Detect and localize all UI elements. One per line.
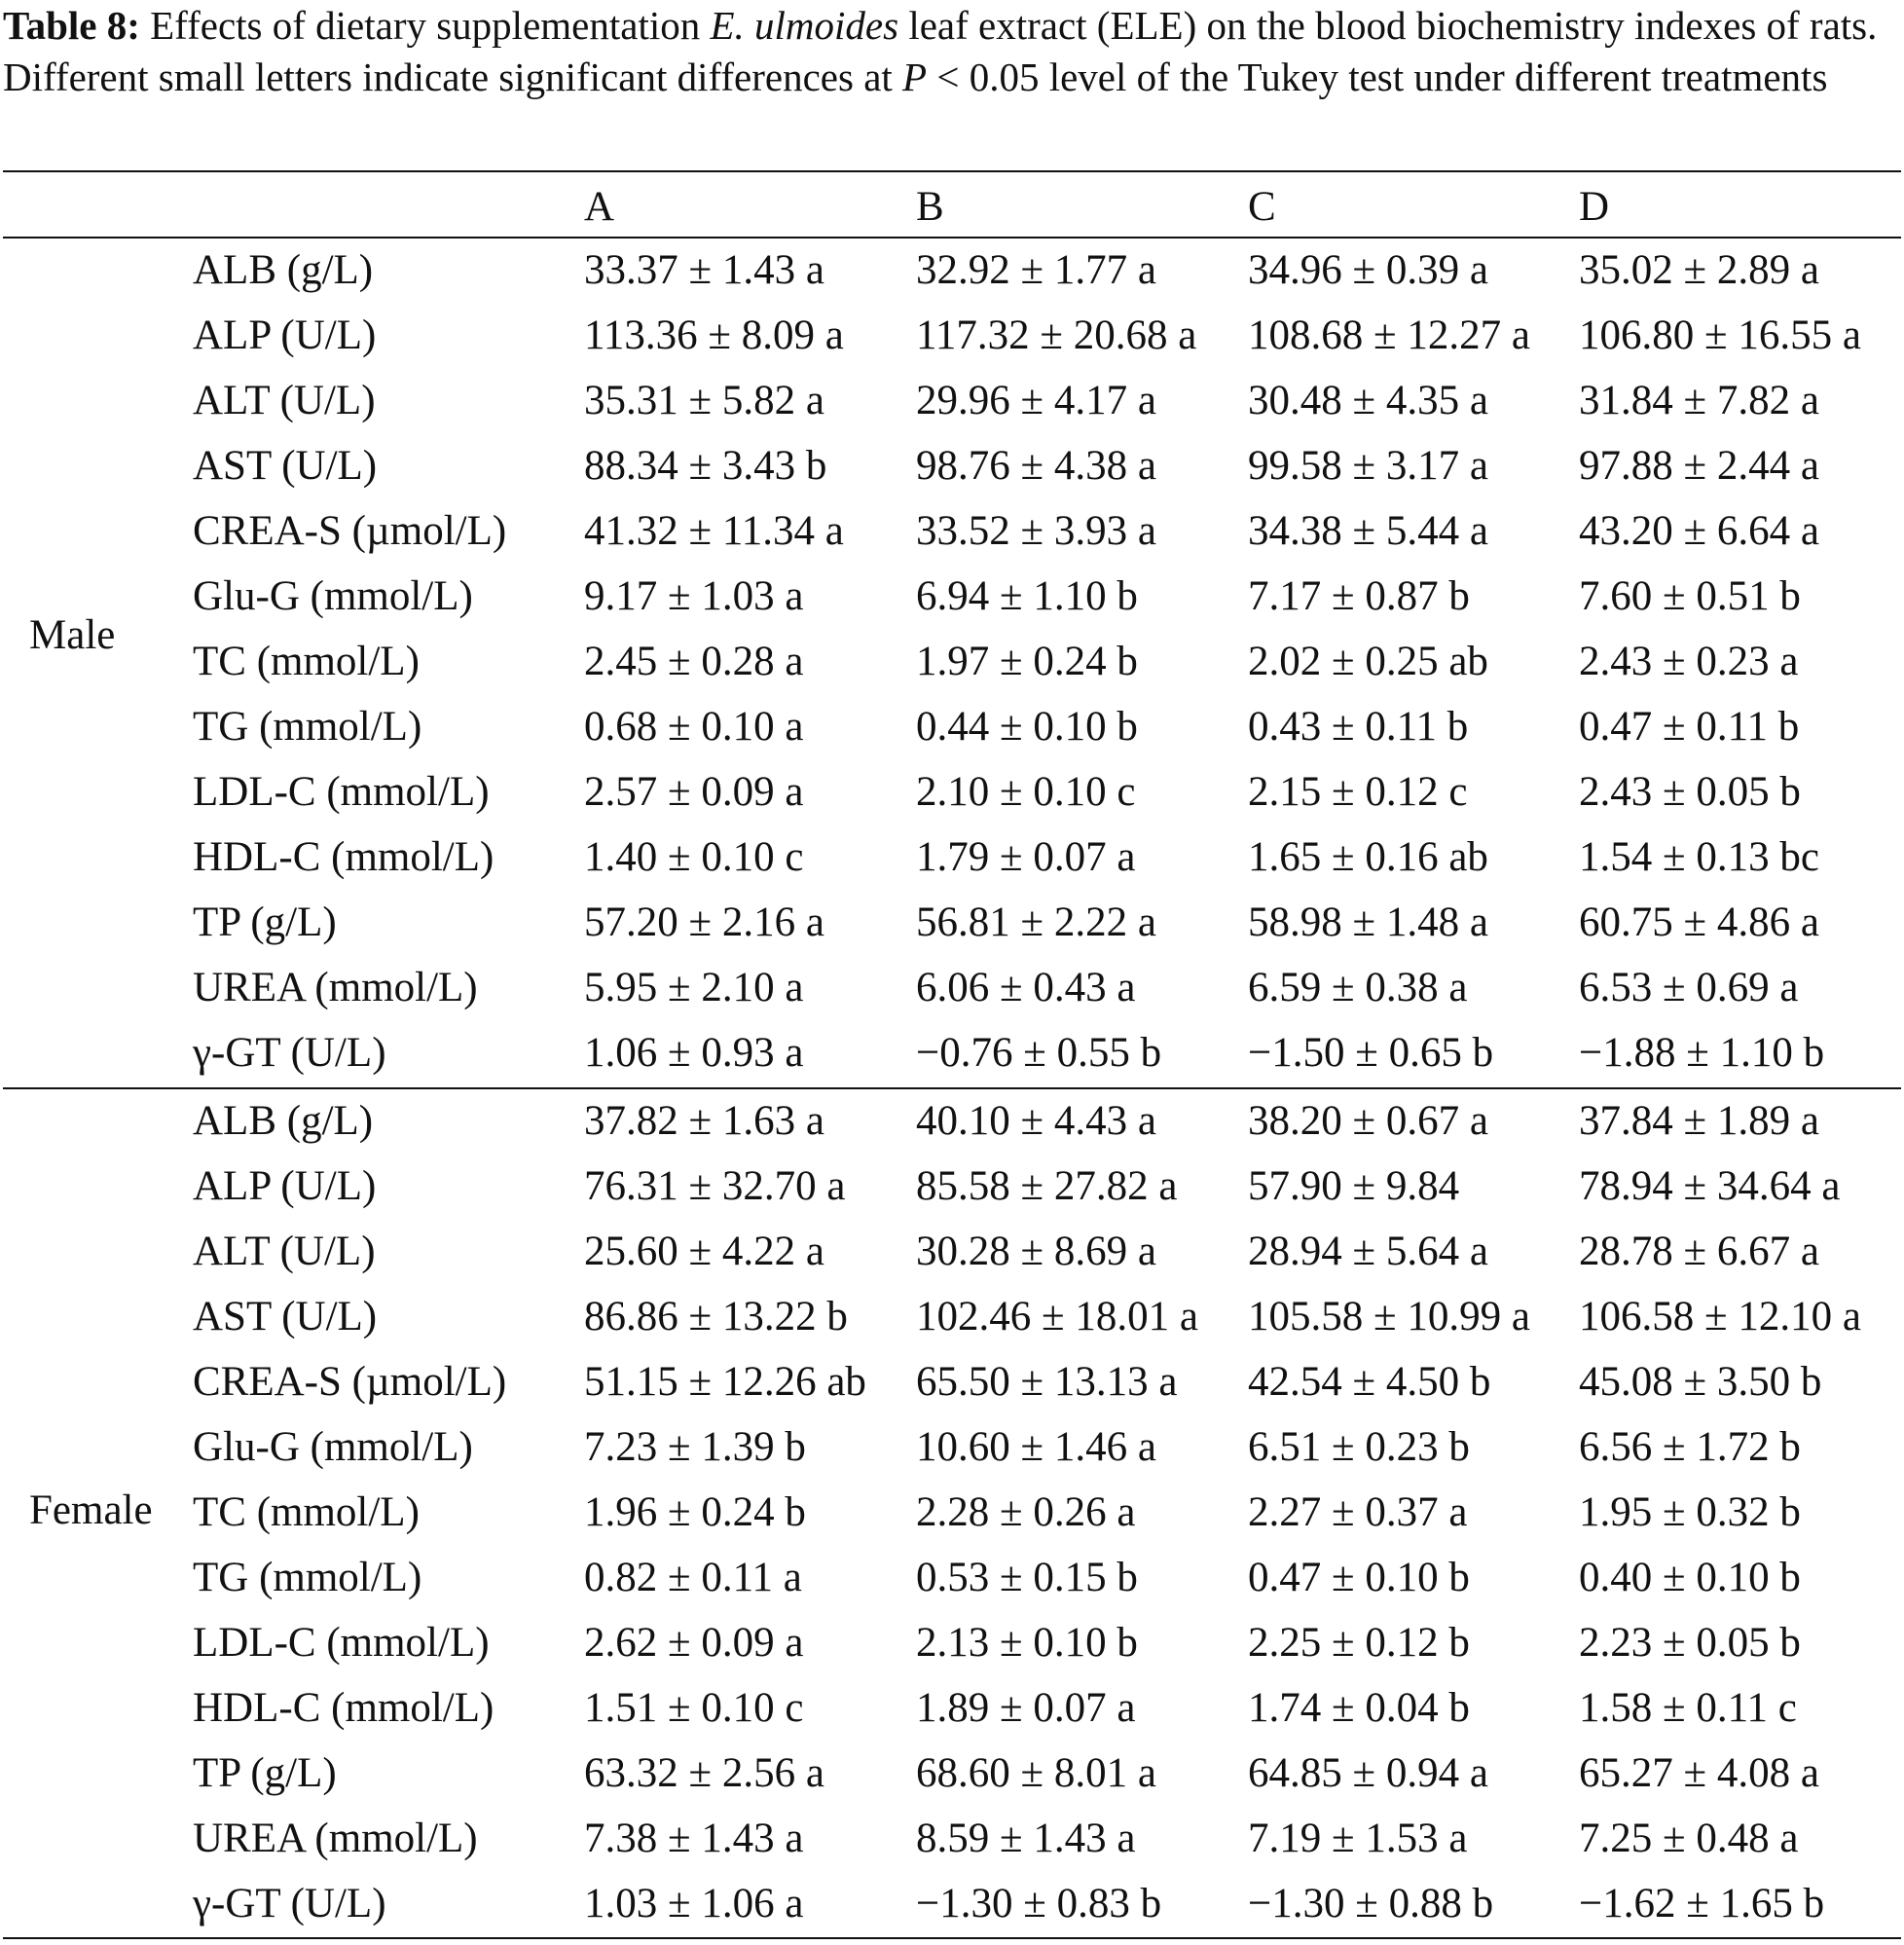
value-cell-d: 7.60 ± 0.51 b: [1579, 573, 1801, 619]
value-cell-a: 25.60 ± 4.22 a: [584, 1229, 824, 1274]
value-cell-a: 1.51 ± 0.10 c: [584, 1685, 804, 1731]
value-cell-d: 65.27 ± 4.08 a: [1579, 1750, 1819, 1796]
value-cell-a: 51.15 ± 12.26 ab: [584, 1359, 866, 1405]
value-cell-d: 6.56 ± 1.72 b: [1579, 1424, 1801, 1470]
value-cell-c: 64.85 ± 0.94 a: [1248, 1750, 1488, 1796]
value-cell-a: 76.31 ± 32.70 a: [584, 1163, 846, 1209]
table-row: [0, 377, 1904, 442]
value-cell-c: 1.74 ± 0.04 b: [1248, 1685, 1470, 1731]
caption-species: E. ulmoides: [710, 3, 899, 48]
parameter-cell: TP (g/L): [193, 1750, 337, 1796]
value-cell-a: 0.68 ± 0.10 a: [584, 704, 804, 750]
parameter-cell: ALB (g/L): [193, 1098, 374, 1144]
parameter-cell: HDL-C (mmol/L): [193, 834, 494, 880]
value-cell-a: 57.20 ± 2.16 a: [584, 899, 824, 945]
value-cell-b: 0.53 ± 0.15 b: [916, 1555, 1138, 1600]
value-cell-a: 9.17 ± 1.03 a: [584, 573, 804, 619]
table-row: [0, 1684, 1904, 1749]
value-cell-a: 1.03 ± 1.06 a: [584, 1881, 804, 1927]
value-cell-c: 28.94 ± 5.64 a: [1248, 1229, 1488, 1274]
parameter-cell: ALB (g/L): [193, 247, 374, 293]
caption-p-symbol: P: [902, 55, 928, 99]
table-row: [0, 1554, 1904, 1619]
column-header-d: D: [1579, 184, 1610, 230]
table-row: [0, 312, 1904, 377]
value-cell-d: 35.02 ± 2.89 a: [1579, 247, 1819, 293]
table-row: [0, 1358, 1904, 1423]
parameter-cell: ALP (U/L): [193, 312, 377, 358]
parameter-cell: HDL-C (mmol/L): [193, 1685, 494, 1731]
column-header-b: B: [916, 184, 944, 230]
parameter-cell: CREA-S (µmol/L): [193, 508, 507, 554]
value-cell-b: 98.76 ± 4.38 a: [916, 443, 1156, 489]
group-label-female: Female: [29, 1487, 153, 1533]
value-cell-b: −1.30 ± 0.83 b: [916, 1881, 1162, 1927]
value-cell-d: 31.84 ± 7.82 a: [1579, 378, 1819, 423]
parameter-cell: TG (mmol/L): [193, 704, 422, 750]
value-cell-a: 1.96 ± 0.24 b: [584, 1489, 806, 1535]
parameter-cell: AST (U/L): [193, 443, 378, 489]
value-cell-d: 28.78 ± 6.67 a: [1579, 1229, 1819, 1274]
parameter-cell: Glu-G (mmol/L): [193, 1424, 473, 1470]
value-cell-b: 1.89 ± 0.07 a: [916, 1685, 1136, 1731]
value-cell-d: 97.88 ± 2.44 a: [1579, 443, 1819, 489]
value-cell-a: 1.06 ± 0.93 a: [584, 1030, 804, 1076]
table-row: [0, 899, 1904, 964]
table-group-divider: [3, 1087, 1901, 1089]
value-cell-a: 63.32 ± 2.56 a: [584, 1750, 824, 1796]
parameter-cell: UREA (mmol/L): [193, 1816, 478, 1861]
column-header-a: A: [584, 184, 615, 230]
parameter-cell: TC (mmol/L): [193, 1489, 420, 1535]
value-cell-d: 6.53 ± 0.69 a: [1579, 965, 1799, 1010]
table-row: [0, 572, 1904, 638]
value-cell-d: −1.62 ± 1.65 b: [1579, 1881, 1825, 1927]
value-cell-a: 2.62 ± 0.09 a: [584, 1620, 804, 1666]
parameter-cell: LDL-C (mmol/L): [193, 769, 490, 815]
value-cell-c: 2.25 ± 0.12 b: [1248, 1620, 1470, 1666]
parameter-cell: TG (mmol/L): [193, 1555, 422, 1600]
value-cell-a: 0.82 ± 0.11 a: [584, 1555, 802, 1600]
value-cell-a: 86.86 ± 13.22 b: [584, 1294, 848, 1339]
value-cell-d: 2.43 ± 0.23 a: [1579, 639, 1799, 684]
value-cell-c: 2.02 ± 0.25 ab: [1248, 639, 1488, 684]
value-cell-b: 33.52 ± 3.93 a: [916, 508, 1156, 554]
value-cell-b: 1.97 ± 0.24 b: [916, 639, 1138, 684]
table-row: [0, 1029, 1904, 1094]
value-cell-d: 2.43 ± 0.05 b: [1579, 769, 1801, 815]
value-cell-c: 2.27 ± 0.37 a: [1248, 1489, 1468, 1535]
value-cell-c: 30.48 ± 4.35 a: [1248, 378, 1488, 423]
value-cell-c: 108.68 ± 12.27 a: [1248, 312, 1530, 358]
value-cell-c: 6.59 ± 0.38 a: [1248, 965, 1468, 1010]
value-cell-b: 2.28 ± 0.26 a: [916, 1489, 1136, 1535]
table-row: [0, 1880, 1904, 1945]
value-cell-a: 7.38 ± 1.43 a: [584, 1816, 804, 1861]
table-row: [0, 1488, 1904, 1554]
table-top-rule: [3, 170, 1901, 172]
value-cell-a: 88.34 ± 3.43 b: [584, 443, 827, 489]
table-row: [0, 1815, 1904, 1880]
value-cell-a: 113.36 ± 8.09 a: [584, 312, 844, 358]
value-cell-b: 1.79 ± 0.07 a: [916, 834, 1136, 880]
table-row: [0, 1749, 1904, 1815]
value-cell-d: 106.80 ± 16.55 a: [1579, 312, 1861, 358]
parameter-cell: CREA-S (µmol/L): [193, 1359, 507, 1405]
parameter-cell: TC (mmol/L): [193, 639, 420, 684]
parameter-cell: ALP (U/L): [193, 1163, 377, 1209]
table-header-rule: [3, 237, 1901, 239]
value-cell-b: 10.60 ± 1.46 a: [916, 1424, 1156, 1470]
value-cell-b: 117.32 ± 20.68 a: [916, 312, 1197, 358]
value-cell-d: 0.47 ± 0.11 b: [1579, 704, 1800, 750]
table-row: [0, 1097, 1904, 1162]
value-cell-d: 0.40 ± 0.10 b: [1579, 1555, 1801, 1600]
value-cell-b: 30.28 ± 8.69 a: [916, 1229, 1156, 1274]
value-cell-c: 7.19 ± 1.53 a: [1248, 1816, 1468, 1861]
caption-text-1: Effects of dietary supplementation: [139, 3, 711, 48]
caption-text-3: < 0.05 level of the Tukey test under different treatments: [927, 55, 1828, 99]
table-row: [0, 964, 1904, 1029]
value-cell-b: 2.10 ± 0.10 c: [916, 769, 1136, 815]
caption-text-2: leaf extract (ELE) on the blood biochemistry indexes of rats. Different small letters indicate significant differences at: [3, 3, 1878, 99]
value-cell-b: 2.13 ± 0.10 b: [916, 1620, 1138, 1666]
value-cell-a: 41.32 ± 11.34 a: [584, 508, 844, 554]
value-cell-a: 1.40 ± 0.10 c: [584, 834, 804, 880]
value-cell-b: 65.50 ± 13.13 a: [916, 1359, 1178, 1405]
value-cell-b: 8.59 ± 1.43 a: [916, 1816, 1136, 1861]
caption-label: Table 8:: [3, 3, 140, 48]
value-cell-a: 7.23 ± 1.39 b: [584, 1424, 806, 1470]
value-cell-c: 58.98 ± 1.48 a: [1248, 899, 1488, 945]
table-row: [0, 638, 1904, 703]
group-label-male: Male: [29, 612, 116, 658]
value-cell-d: −1.88 ± 1.10 b: [1579, 1030, 1825, 1076]
value-cell-c: 2.15 ± 0.12 c: [1248, 769, 1468, 815]
value-cell-a: 35.31 ± 5.82 a: [584, 378, 824, 423]
table-caption: [3, 0, 1901, 103]
value-cell-c: 42.54 ± 4.50 b: [1248, 1359, 1491, 1405]
value-cell-c: 99.58 ± 3.17 a: [1248, 443, 1488, 489]
value-cell-c: 38.20 ± 0.67 a: [1248, 1098, 1488, 1144]
value-cell-a: 2.45 ± 0.28 a: [584, 639, 804, 684]
value-cell-a: 2.57 ± 0.09 a: [584, 769, 804, 815]
value-cell-c: 34.96 ± 0.39 a: [1248, 247, 1488, 293]
value-cell-c: 57.90 ± 9.84: [1248, 1163, 1460, 1209]
value-cell-b: 56.81 ± 2.22 a: [916, 899, 1156, 945]
value-cell-a: 33.37 ± 1.43 a: [584, 247, 824, 293]
value-cell-a: 37.82 ± 1.63 a: [584, 1098, 824, 1144]
value-cell-d: 43.20 ± 6.64 a: [1579, 508, 1819, 554]
value-cell-d: 37.84 ± 1.89 a: [1579, 1098, 1819, 1144]
parameter-cell: ALT (U/L): [193, 378, 376, 423]
parameter-cell: TP (g/L): [193, 899, 337, 945]
value-cell-c: 34.38 ± 5.44 a: [1248, 508, 1488, 554]
value-cell-b: 0.44 ± 0.10 b: [916, 704, 1138, 750]
value-cell-b: 85.58 ± 27.82 a: [916, 1163, 1178, 1209]
table-row: [0, 1162, 1904, 1228]
value-cell-b: 68.60 ± 8.01 a: [916, 1750, 1156, 1796]
table-row: [0, 507, 1904, 572]
parameter-cell: γ-GT (U/L): [193, 1030, 386, 1076]
table-row: [0, 1293, 1904, 1358]
parameter-cell: LDL-C (mmol/L): [193, 1620, 490, 1666]
value-cell-d: 1.54 ± 0.13 bc: [1579, 834, 1819, 880]
parameter-cell: UREA (mmol/L): [193, 965, 478, 1010]
table-row: [0, 833, 1904, 899]
table-row: [0, 703, 1904, 768]
column-header-c: C: [1248, 184, 1276, 230]
value-cell-b: 6.94 ± 1.10 b: [916, 573, 1138, 619]
value-cell-b: 32.92 ± 1.77 a: [916, 247, 1156, 293]
value-cell-d: 78.94 ± 34.64 a: [1579, 1163, 1841, 1209]
table-row: [0, 1423, 1904, 1488]
parameter-cell: Glu-G (mmol/L): [193, 573, 473, 619]
value-cell-c: 1.65 ± 0.16 ab: [1248, 834, 1488, 880]
value-cell-d: 1.58 ± 0.11 c: [1579, 1685, 1797, 1731]
value-cell-d: 7.25 ± 0.48 a: [1579, 1816, 1799, 1861]
table-row: [0, 1619, 1904, 1684]
table-row: [0, 768, 1904, 833]
value-cell-c: 0.43 ± 0.11 b: [1248, 704, 1469, 750]
value-cell-b: 29.96 ± 4.17 a: [916, 378, 1156, 423]
value-cell-d: 45.08 ± 3.50 b: [1579, 1359, 1822, 1405]
value-cell-a: 5.95 ± 2.10 a: [584, 965, 804, 1010]
table-header-row: [0, 183, 1904, 232]
table-row: [0, 1228, 1904, 1293]
value-cell-b: 6.06 ± 0.43 a: [916, 965, 1136, 1010]
table-row: [0, 246, 1904, 312]
value-cell-c: −1.50 ± 0.65 b: [1248, 1030, 1494, 1076]
value-cell-c: 0.47 ± 0.10 b: [1248, 1555, 1470, 1600]
value-cell-b: 40.10 ± 4.43 a: [916, 1098, 1156, 1144]
parameter-cell: γ-GT (U/L): [193, 1881, 386, 1927]
value-cell-c: 6.51 ± 0.23 b: [1248, 1424, 1470, 1470]
value-cell-c: 7.17 ± 0.87 b: [1248, 573, 1470, 619]
table-row: [0, 442, 1904, 507]
parameter-cell: ALT (U/L): [193, 1229, 376, 1274]
value-cell-c: 105.58 ± 10.99 a: [1248, 1294, 1530, 1339]
value-cell-b: 102.46 ± 18.01 a: [916, 1294, 1198, 1339]
value-cell-d: 2.23 ± 0.05 b: [1579, 1620, 1801, 1666]
parameter-cell: AST (U/L): [193, 1294, 378, 1339]
value-cell-d: 106.58 ± 12.10 a: [1579, 1294, 1861, 1339]
value-cell-d: 1.95 ± 0.32 b: [1579, 1489, 1801, 1535]
table-bottom-rule: [3, 1937, 1901, 1939]
value-cell-d: 60.75 ± 4.86 a: [1579, 899, 1819, 945]
value-cell-b: −0.76 ± 0.55 b: [916, 1030, 1162, 1076]
value-cell-c: −1.30 ± 0.88 b: [1248, 1881, 1494, 1927]
